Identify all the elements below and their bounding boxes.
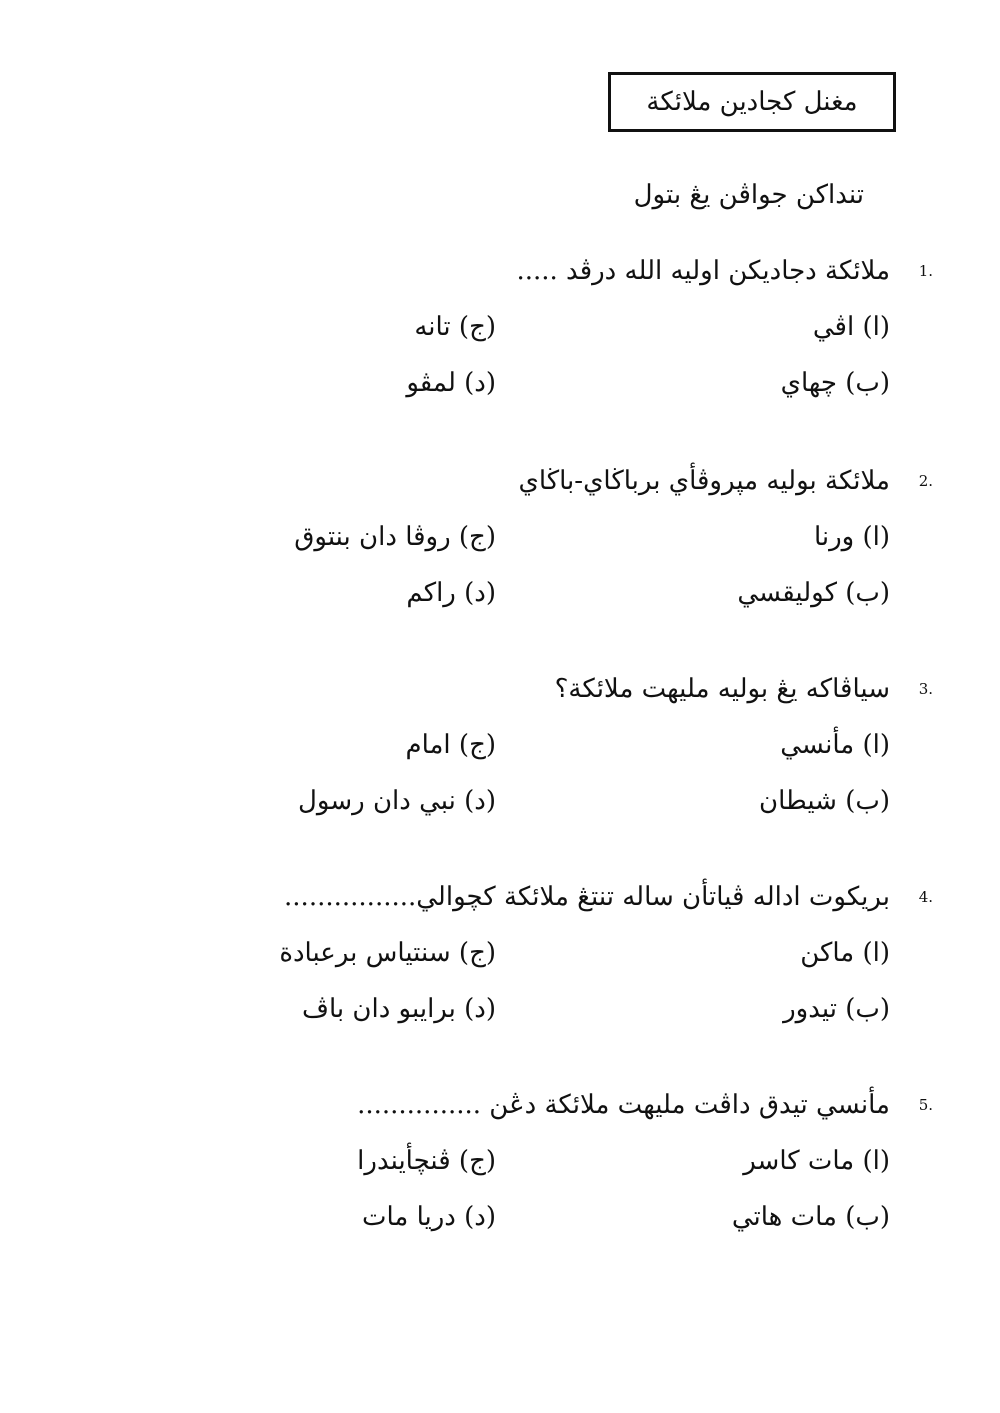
option-d: (د) برايبو دان باڤ xyxy=(302,994,496,1024)
question-number: 1. xyxy=(918,262,933,280)
question-3 xyxy=(0,674,1000,874)
option-d: (د) راكم xyxy=(406,578,496,608)
option-b: (ب) شيطان xyxy=(758,786,890,816)
question-text: ملائكة بوليه مپروڤأي برباڬاي-باڬاي xyxy=(518,466,890,496)
option-a: (ا) ورنا xyxy=(813,522,890,552)
question-4 xyxy=(0,882,1000,1082)
question-2 xyxy=(0,466,1000,666)
question-number: 5. xyxy=(918,1096,933,1114)
question-text: بريكوت اداله ڤياتأن ساله تنتڠ ملائكة كچوالي................ xyxy=(284,882,890,912)
option-a: (ا) مات كاسر xyxy=(743,1146,890,1176)
option-c: (ج) تانه xyxy=(414,312,496,342)
option-c: (ج) سنتياس برعبادة xyxy=(279,938,496,968)
option-b: (ب) تيدور xyxy=(783,994,890,1024)
worksheet-title-box xyxy=(608,72,896,132)
question-5 xyxy=(0,1090,1000,1290)
option-c: (ج) روڤا دان بنتوق xyxy=(294,522,496,552)
option-d: (د) نبي دان رسول xyxy=(298,786,496,816)
question-number: 4. xyxy=(918,888,933,906)
worksheet-title: مغنل كجادين ملائكة xyxy=(646,87,858,117)
question-number: 3. xyxy=(918,680,933,698)
question-number: 2. xyxy=(918,472,933,490)
question-text: سياڤاكه يڠ بوليه مليهت ملائكة؟ xyxy=(554,674,890,704)
option-a: (ا) ماكن xyxy=(800,938,890,968)
option-c: (ج) ڤنچأيندرا xyxy=(357,1146,496,1176)
option-b: (ب) كوليقسي xyxy=(737,578,890,608)
option-b: (ب) مات هاتي xyxy=(731,1202,890,1232)
option-d: (د) دريا مات xyxy=(361,1202,496,1232)
option-a: (ا) مأنسي xyxy=(780,730,890,760)
option-b: (ب) چهاي xyxy=(780,368,890,398)
instruction-text: تنداكن جواڤن يڠ بتول xyxy=(633,180,864,210)
option-d: (د) لمڤو xyxy=(406,368,496,398)
option-c: (ج) امام xyxy=(405,730,496,760)
question-text: مأنسي تيدق داڤت مليهت ملائكة دڠن ............... xyxy=(357,1090,890,1120)
question-1 xyxy=(0,256,1000,456)
option-a: (ا) اڤي xyxy=(812,312,890,342)
question-text: ملائكة دجاديکن اوليه الله درڤد ..... xyxy=(516,256,890,286)
